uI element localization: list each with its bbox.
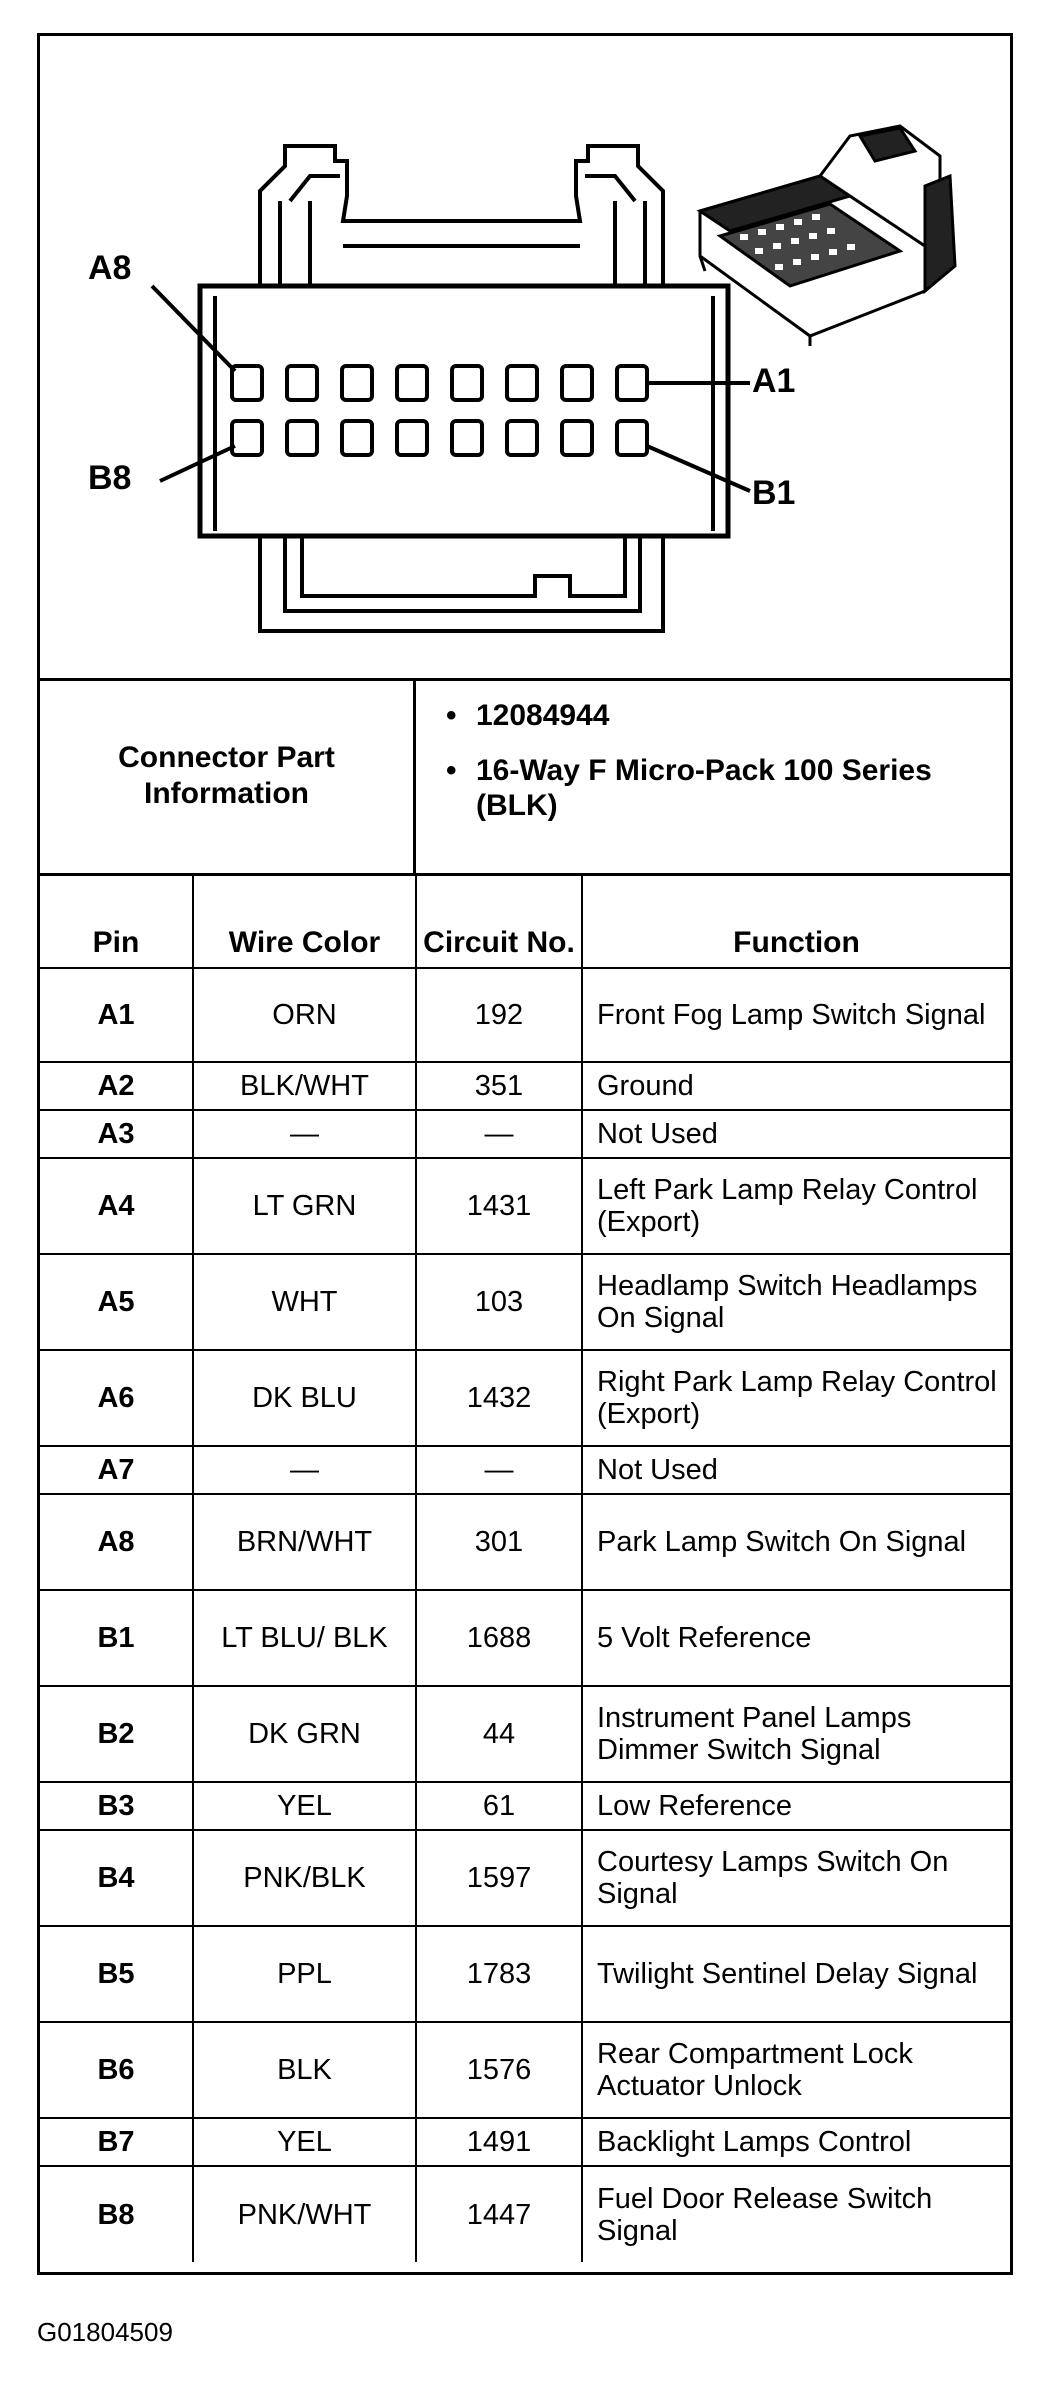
connector-body <box>200 286 728 536</box>
cell-pin: B7 <box>40 2118 193 2166</box>
bottom-key <box>260 536 663 631</box>
pin-label-b1: B1 <box>752 474 796 512</box>
table-row <box>40 968 1010 1062</box>
cell-pin: A1 <box>40 968 193 1062</box>
cell-circuit-no: 103 <box>416 1254 582 1350</box>
connector-part-info <box>40 678 1010 876</box>
table-row <box>40 2118 1010 2166</box>
cell-circuit-no: 1447 <box>416 2166 582 2262</box>
cell-function: Not Used <box>582 1446 1010 1494</box>
cell-function: Courtesy Lamps Switch On Signal <box>582 1830 1010 1926</box>
header-function: Function <box>582 876 1010 968</box>
cell-function: Headlamp Switch Headlamps On Signal <box>582 1254 1010 1350</box>
cell-pin: B1 <box>40 1590 193 1686</box>
cell-pin: A8 <box>40 1494 193 1590</box>
cell-pin: A2 <box>40 1062 193 1110</box>
cell-function: Instrument Panel Lamps Dimmer Switch Signal <box>582 1686 1010 1782</box>
figure-code: G01804509 <box>37 2317 173 2347</box>
table-row <box>40 1158 1010 1254</box>
table-row <box>40 1254 1010 1350</box>
connector-diagram-panel <box>40 36 1010 681</box>
cell-function: Fuel Door Release Switch Signal <box>582 2166 1010 2262</box>
cell-wire-color: DK BLU <box>193 1350 416 1446</box>
cell-circuit-no: 192 <box>416 968 582 1062</box>
connector-part-info-values: • 12084944 • 16-Way F Micro-Pack 100 Series (BLK) <box>446 699 932 822</box>
table-row <box>40 1110 1010 1158</box>
cell-pin: B8 <box>40 2166 193 2262</box>
pin-label-a8: A8 <box>88 249 132 287</box>
table-row <box>40 1926 1010 2022</box>
table-row <box>40 2022 1010 2118</box>
connector-face-drawing <box>40 36 1010 676</box>
cell-function: Park Lamp Switch On Signal <box>582 1494 1010 1590</box>
latch-outline <box>260 146 663 296</box>
table-row <box>40 1062 1010 1110</box>
pin-label-b8: B8 <box>88 459 132 497</box>
cell-wire-color: — <box>193 1110 416 1158</box>
cell-circuit-no: 1783 <box>416 1926 582 2022</box>
cell-function: Front Fog Lamp Switch Signal <box>582 968 1010 1062</box>
table-row <box>40 1590 1010 1686</box>
cell-function: Ground <box>582 1062 1010 1110</box>
connector-sheet <box>37 33 1013 2275</box>
cell-circuit-no: 351 <box>416 1062 582 1110</box>
table-row <box>40 1830 1010 1926</box>
cell-wire-color: BRN/WHT <box>193 1494 416 1590</box>
cell-wire-color: YEL <box>193 1782 416 1830</box>
connector-part-info-label: Connector Part Information <box>40 678 416 873</box>
cell-pin: B6 <box>40 2022 193 2118</box>
cell-function: Backlight Lamps Control <box>582 2118 1010 2166</box>
cell-wire-color: BLK <box>193 2022 416 2118</box>
cell-wire-color: BLK/WHT <box>193 1062 416 1110</box>
cell-wire-color: ORN <box>193 968 416 1062</box>
cell-pin: B5 <box>40 1926 193 2022</box>
cell-pin: B2 <box>40 1686 193 1782</box>
cell-circuit-no: 1688 <box>416 1590 582 1686</box>
table-row <box>40 1782 1010 1830</box>
cell-pin: A4 <box>40 1158 193 1254</box>
table-row <box>40 2166 1010 2262</box>
cell-wire-color: PNK/WHT <box>193 2166 416 2262</box>
cell-pin: B4 <box>40 1830 193 1926</box>
pin-function-table <box>40 876 1010 2262</box>
table-row <box>40 1686 1010 1782</box>
cell-function: 5 Volt Reference <box>582 1590 1010 1686</box>
cell-circuit-no: 1597 <box>416 1830 582 1926</box>
header-pin: Pin <box>40 876 193 968</box>
cell-wire-color: DK GRN <box>193 1686 416 1782</box>
cell-circuit-no: 61 <box>416 1782 582 1830</box>
cell-circuit-no: — <box>416 1446 582 1494</box>
cell-wire-color: LT BLU/ BLK <box>193 1590 416 1686</box>
cell-pin: B3 <box>40 1782 193 1830</box>
cell-circuit-no: 301 <box>416 1494 582 1590</box>
cell-circuit-no: 1432 <box>416 1350 582 1446</box>
table-row <box>40 1350 1010 1446</box>
cell-pin: A3 <box>40 1110 193 1158</box>
table-header-row <box>40 876 1010 968</box>
cell-circuit-no: 44 <box>416 1686 582 1782</box>
cell-circuit-no: 1576 <box>416 2022 582 2118</box>
cell-wire-color: LT GRN <box>193 1158 416 1254</box>
cell-wire-color: PNK/BLK <box>193 1830 416 1926</box>
cell-circuit-no: 1491 <box>416 2118 582 2166</box>
cell-wire-color: — <box>193 1446 416 1494</box>
cell-circuit-no: 1431 <box>416 1158 582 1254</box>
cell-pin: A7 <box>40 1446 193 1494</box>
isometric-connector-view <box>700 126 955 346</box>
cell-function: Rear Compartment Lock Actuator Unlock <box>582 2022 1010 2118</box>
header-circuit-no: Circuit No. <box>416 876 582 968</box>
cell-wire-color: YEL <box>193 2118 416 2166</box>
cell-pin: A6 <box>40 1350 193 1446</box>
cell-wire-color: PPL <box>193 1926 416 2022</box>
cell-pin: A5 <box>40 1254 193 1350</box>
cell-function: Low Reference <box>582 1782 1010 1830</box>
cell-circuit-no: — <box>416 1110 582 1158</box>
cell-function: Left Park Lamp Relay Control (Export) <box>582 1158 1010 1254</box>
table-row <box>40 1446 1010 1494</box>
header-wire-color: Wire Color <box>193 876 416 968</box>
table-row <box>40 1494 1010 1590</box>
cell-wire-color: WHT <box>193 1254 416 1350</box>
cell-function: Right Park Lamp Relay Control (Export) <box>582 1350 1010 1446</box>
cell-function: Twilight Sentinel Delay Signal <box>582 1926 1010 2022</box>
cell-function: Not Used <box>582 1110 1010 1158</box>
pin-label-a1: A1 <box>752 362 796 400</box>
